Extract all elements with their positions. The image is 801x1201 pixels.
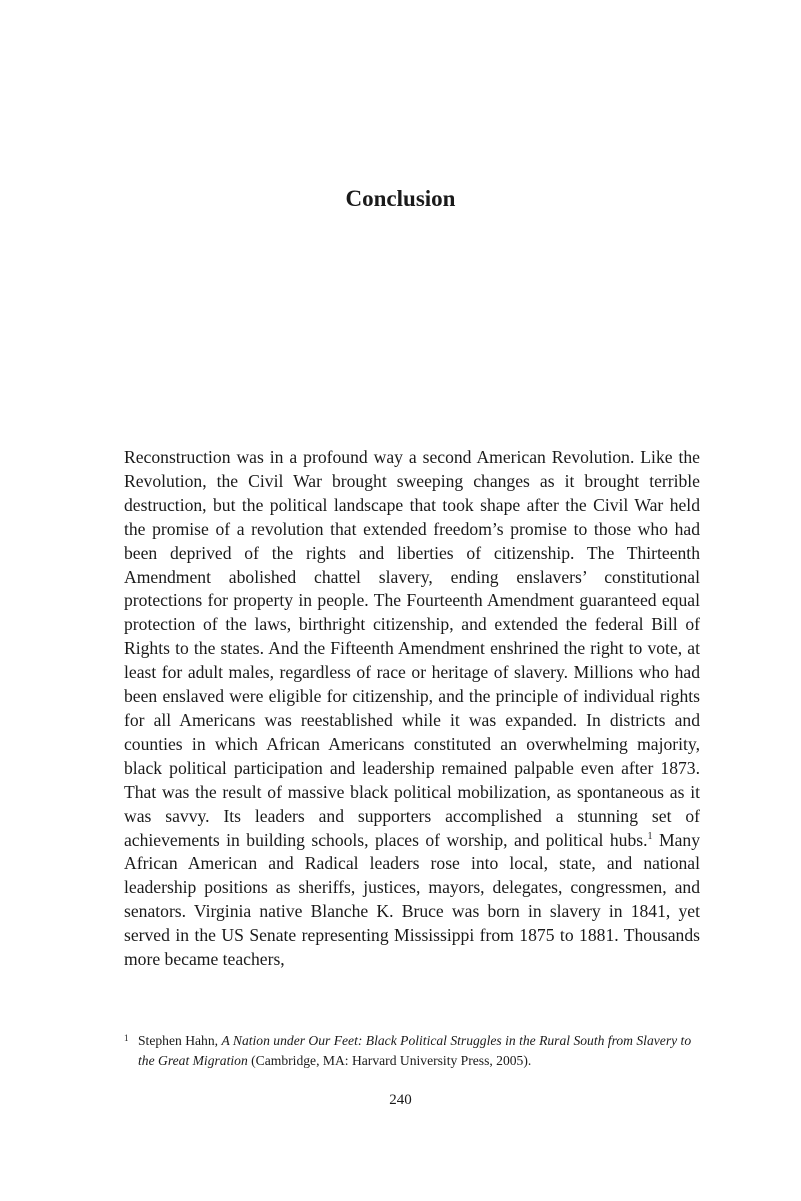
- footnote-reference: 1: [647, 830, 653, 842]
- footnote-marker: 1: [124, 1033, 129, 1043]
- paragraph-text-part-1: Reconstruction was in a profound way a second American Revolution. Like the Revolution, the Civil War brought sweeping changes as it brought terrible destruction, but the political landscape that took shape after the Civil War held the promise of a revolution that extended freedom’s promise to those who had been deprived of the rights and liberties of citizenship. The Thirteenth Amendment abolished chattel slavery, ending enslavers’ constitutional protections for property in people. The Fourteenth Amendment guaranteed equal protection of the laws, birthright citizenship, and extended the federal Bill of Rights to the states. And the Fifteenth Amendment enshrined the right to vote, at least for adult males, regardless of race or heritage of slavery. Millions who had been enslaved were eligible for citizenship, and the principle of individual rights for all Americans was reestablished while it was expanded. In districts and counties in which African Americans constituted an overwhelming majority, black political participation and leadership remained palpable even after 1873. That was the result of massive black political mobilization, as spontaneous as it was savvy. Its leaders and supporters accomplished a stunning set of achievements in building schools, places of worship, and political hubs.: [124, 447, 700, 850]
- paragraph-text-part-2: Many African American and Radical leaders rose into local, state, and national leadership positions as sheriffs, justices, mayors, delegates, congressmen, and senators. Virginia native Blanche K. Bruce was born in slavery in 1841, yet served in the US Senate representing Mississippi from 1875 to 1881. Thousands more became teachers,: [124, 829, 700, 970]
- body-paragraph: [124, 446, 700, 972]
- footnote-publication: (Cambridge, MA: Harvard University Press, 2005).: [247, 1053, 532, 1068]
- chapter-title: Conclusion: [345, 186, 456, 211]
- footnote: [124, 1031, 700, 1071]
- footnote-book-title: A Nation under Our Feet: Black Political Struggles in the Rural South from Slavery to the Great Migration: [138, 1033, 692, 1068]
- footnote-author: Stephen Hahn,: [138, 1033, 222, 1048]
- page-number: 240: [389, 1092, 412, 1108]
